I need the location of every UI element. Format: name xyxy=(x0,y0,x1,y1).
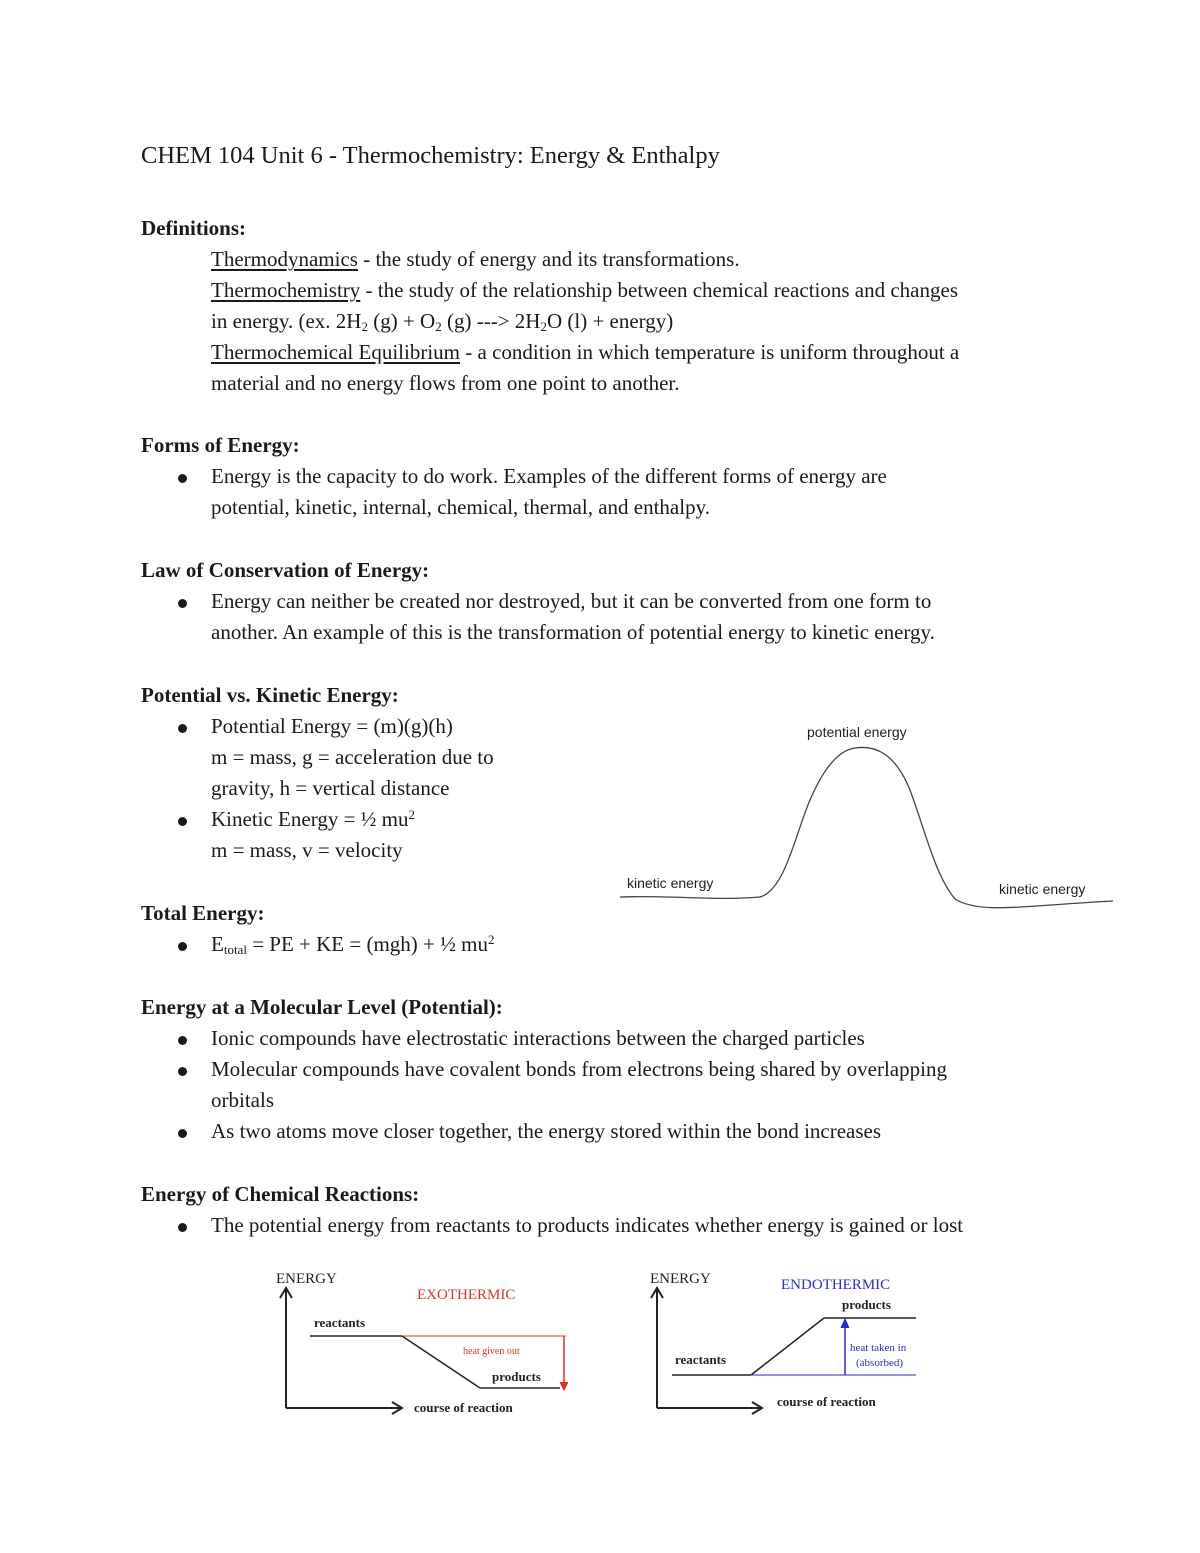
reactants-label: reactants xyxy=(675,1352,727,1367)
molecular-b1: Ionic compounds have electrostatic interactions between the charged particles xyxy=(211,1026,865,1050)
heat-taken-in-label: heat taken in xyxy=(850,1342,907,1354)
def-text: O (l) + energy) xyxy=(546,309,674,333)
absorbed-label: (absorbed) xyxy=(856,1357,904,1369)
def-thermodynamics xyxy=(211,247,740,272)
bullet-dot xyxy=(178,724,187,733)
e-symbol: E xyxy=(211,932,224,956)
def-thermochemistry xyxy=(211,278,958,303)
def-text: - the study of energy and its transformations. xyxy=(357,247,740,271)
kinetic-energy-left-label: kinetic energy xyxy=(627,875,714,891)
def-equilibrium-cont: material and no energy flows from one point to another. xyxy=(211,371,680,395)
molecular-heading: Energy at a Molecular Level (Potential): xyxy=(141,995,503,1019)
bullet-dot xyxy=(178,599,187,608)
def-thermochemistry-example xyxy=(211,309,673,334)
def-text: (g) + O xyxy=(367,309,436,333)
bullet-dot xyxy=(178,817,187,826)
subscript: 2 xyxy=(540,319,547,334)
total-heading: Total Energy: xyxy=(141,901,265,925)
reactants-label: reactants xyxy=(314,1315,366,1330)
molecular-b2-cont: orbitals xyxy=(211,1088,274,1112)
endothermic-title: ENDOTHERMIC xyxy=(781,1277,891,1293)
ke-text: Kinetic Energy = ½ mu xyxy=(211,807,409,831)
potential-energy-label: potential energy xyxy=(807,724,907,740)
conservation-line1: Energy can neither be created nor destroyed, but it can be converted from one form to xyxy=(211,589,932,613)
pe-formula: Potential Energy = (m)(g)(h) xyxy=(211,714,453,738)
term-thermodynamics: Thermodynamics xyxy=(211,247,358,271)
products-label: products xyxy=(842,1297,891,1312)
heat-arrow-head xyxy=(841,1319,849,1328)
subscript: 2 xyxy=(435,319,442,334)
bullet-dot xyxy=(178,1067,187,1076)
pe-ke-heading: Potential vs. Kinetic Energy: xyxy=(141,683,399,707)
def-text: - the study of the relationship between chemical reactions and changes xyxy=(360,278,958,302)
page-title: CHEM 104 Unit 6 - Thermochemistry: Energy & Enthalpy xyxy=(141,142,720,169)
course-of-reaction-label: course of reaction xyxy=(414,1400,513,1415)
exothermic-title: EXOTHERMIC xyxy=(417,1287,516,1303)
term-thermochemistry: Thermochemistry xyxy=(211,278,361,302)
reactions-heading: Energy of Chemical Reactions: xyxy=(141,1182,420,1206)
heat-arrow-head xyxy=(560,1382,568,1390)
reaction-path xyxy=(402,1336,480,1388)
total-formula xyxy=(211,932,494,957)
molecular-b2: Molecular compounds have covalent bonds from electrons being shared by overlapping xyxy=(211,1057,947,1081)
molecular-b3: As two atoms move closer together, the energy stored within the bond increases xyxy=(211,1119,882,1143)
term-equilibrium: Thermochemical Equilibrium xyxy=(211,340,461,364)
pe-vars2: gravity, h = vertical distance xyxy=(211,776,450,800)
energy-axis-label: ENERGY xyxy=(650,1271,711,1287)
ke-formula xyxy=(211,807,415,832)
def-text: in energy. (ex. 2H xyxy=(211,309,362,333)
subscript: 2 xyxy=(361,319,368,334)
forms-heading: Forms of Energy: xyxy=(141,433,300,457)
ke-vars: m = mass, v = velocity xyxy=(211,838,403,862)
heat-given-out-label: heat given out xyxy=(463,1346,520,1357)
def-text: - a condition in which temperature is uniform throughout a xyxy=(460,340,960,364)
bullet-dot xyxy=(178,1129,187,1138)
forms-line2: potential, kinetic, internal, chemical, thermal, and enthalpy. xyxy=(211,495,710,519)
exothermic-diagram xyxy=(270,1262,590,1422)
energy-axis-label: ENERGY xyxy=(276,1271,337,1287)
bullet-dot xyxy=(178,942,187,951)
subscript: total xyxy=(223,942,247,957)
bullet-dot xyxy=(178,474,187,483)
potential-kinetic-diagram xyxy=(610,715,1120,920)
def-text: (g) ---> 2H xyxy=(441,309,541,333)
products-label: products xyxy=(492,1369,541,1384)
course-of-reaction-label: course of reaction xyxy=(777,1394,876,1409)
kinetic-energy-right-label: kinetic energy xyxy=(999,881,1086,897)
definitions-heading: Definitions: xyxy=(141,216,246,240)
def-equilibrium xyxy=(211,340,959,365)
bullet-dot xyxy=(178,1036,187,1045)
total-text: = PE + KE = (mgh) + ½ mu xyxy=(246,932,488,956)
forms-line1: Energy is the capacity to do work. Examples of the different forms of energy are xyxy=(211,464,887,488)
superscript: 2 xyxy=(487,932,495,947)
conservation-line2: another. An example of this is the transformation of potential energy to kinetic energy. xyxy=(211,620,935,644)
bullet-dot xyxy=(178,1223,187,1232)
pe-vars1: m = mass, g = acceleration due to xyxy=(211,745,494,769)
endothermic-diagram xyxy=(644,1262,934,1422)
reaction-path xyxy=(751,1318,824,1375)
reactions-b1: The potential energy from reactants to products indicates whether energy is gained or lost xyxy=(211,1213,964,1237)
conservation-heading: Law of Conservation of Energy: xyxy=(141,558,430,582)
superscript: 2 xyxy=(408,807,416,822)
